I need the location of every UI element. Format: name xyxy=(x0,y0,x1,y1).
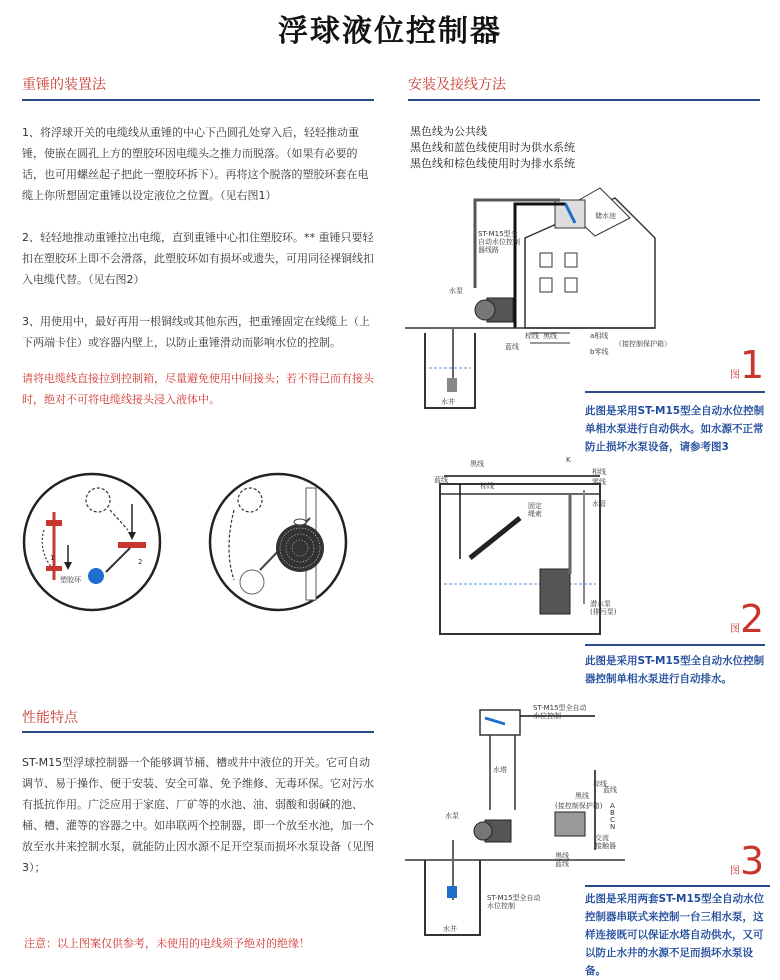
fig2-label-phase: 相线 xyxy=(592,468,606,476)
wiring-legend xyxy=(410,124,575,172)
fig2-label-brown: 棕线 xyxy=(480,482,494,490)
fig3-label-top: ST-M15型全自动 xyxy=(533,704,587,712)
section-divider xyxy=(22,731,374,733)
fig3-label-well: 水井 xyxy=(443,925,457,933)
fig3-label-C: C xyxy=(610,816,615,824)
features-text: ST-M15型浮球控制器一个能够调节桶、槽或井中液位的开关。它可自动调节、易于操作、便于安装、安全可靠、免予维修、无毒环保。它对污水有抵抗作用。广泛应用于家庭、厂矿等的水池、油、弱酸和弱碱的池、桶、槽、灌等的容器之中。如串联两个控制器，即一个放至水池，加一个放至水井来控制水泵，就能防止因水源不足开空泵而损坏水泵设备（见图3）； xyxy=(22,756,374,874)
figure-1-number: 图1 xyxy=(730,343,765,387)
fig3-label-pump: 水泵 xyxy=(445,812,459,820)
fig3-label-ac: 接触器 xyxy=(595,842,616,850)
fig3-label-top: 水位控制 xyxy=(533,712,561,720)
caption-divider xyxy=(585,644,765,646)
weight-step-1: 1、将浮球开关的电缆线从重锤的中心下凸圆孔处穿入后，轻轻推动重锤，使嵌在圆孔上方的塑胶环因电缆头之推力而脱落。（如果有必要的话，也可用螺丝起子把此一塑胶环拆下）。再将这个脱落的塑胶环套在电缆上你所想固定重锤以设定液位之位置。（见右图1） xyxy=(22,126,369,202)
weight-step-3: 3、用使用中，最好再用一根铜线或其他东西，把重锤固定在线缆上（上下两端卡住）或容器内壁上，以防止重锤滑动而影响水位的控制。 xyxy=(22,315,370,349)
fig3-label-black: 黑线 xyxy=(575,792,589,800)
wiring-line-common: 黑色线为公共线 xyxy=(410,125,487,138)
fig1-label-model: 器线路 xyxy=(478,246,499,254)
fig1-label-a: a相线 xyxy=(590,332,609,340)
figure-2-number: 图2 xyxy=(730,597,765,641)
fig3-label-tower: 水塔 xyxy=(493,766,507,774)
section-divider xyxy=(408,99,760,101)
figure-1-caption: 此图是采用ST-M15型全自动水位控制单相水泵进行自动供水。如水源不正常防止损坏水泵设备，请参考图3 xyxy=(585,405,765,453)
install-section-title: 安装及接线方法 xyxy=(408,77,506,93)
fig1-label-b: b零线 xyxy=(590,348,609,356)
fig1-label-well: 水井 xyxy=(441,398,455,406)
weight-install-illustration xyxy=(10,470,380,620)
fig2-label-blue: 蓝线 xyxy=(434,476,448,484)
features-section-title: 性能特点 xyxy=(22,710,78,726)
fig2-label-fix: 绳索 xyxy=(528,510,542,518)
caption-divider xyxy=(585,391,765,393)
fig1-label-box: （接控制保护箱） xyxy=(615,340,671,348)
fig3-label-bottom: ST-M15型全自动 xyxy=(487,894,541,902)
step-1-label: 1 xyxy=(50,554,55,562)
ring-label: 塑胶环 xyxy=(60,576,81,584)
fig3-label-brown: 棕线 xyxy=(593,780,607,788)
fig3-label-blue: 蓝线 xyxy=(603,786,617,794)
step-2-label: 2 xyxy=(138,558,143,566)
figure-2-drain-diagram xyxy=(420,454,620,644)
cable-warning: 请将电缆线直接拉到控制箱，尽量避免使用中间接头；若不得已而有接头时，绝对不可将电缆线接头浸入液体中。 xyxy=(22,372,374,406)
fig2-label-sub: 潜水泵 xyxy=(590,600,611,608)
fig3-label-blue: 蓝线 xyxy=(555,860,569,868)
weight-step-2: 2、轻轻地推动重锤拉出电缆，直到重锤中心扣住塑胶环。** 重锤只要轻扣在塑胶环上即不会滑落，此塑胶环如有损坏或遗失，可用同径裸铜线扣入电缆代替。（见右图2） xyxy=(22,231,374,286)
wiring-line-supply: 黑色线和蓝色线使用时为供水系统 xyxy=(410,141,575,154)
fig1-label-brown: 棕线 xyxy=(525,332,539,340)
figure-2-caption: 此图是采用ST-M15型全自动水位控制器控制单相水泵进行自动排水。 xyxy=(585,655,765,685)
section-divider xyxy=(22,99,374,101)
weight-section-title: 重锤的装置法 xyxy=(22,77,106,93)
fig3-label-N: N xyxy=(610,823,616,831)
fig1-label-blue: 蓝线 xyxy=(505,343,519,351)
fig2-label-pipe: 水管 xyxy=(592,500,606,508)
fig3-label-black: 黑线 xyxy=(555,852,569,860)
fig2-label-k: K xyxy=(566,456,571,464)
wiring-line-drain: 黑色线和棕色线使用时为排水系统 xyxy=(410,157,575,170)
fig2-label-black: 黑线 xyxy=(470,460,484,468)
fig1-label-tank: 储水池 xyxy=(595,212,616,220)
usage-note: 注意：以上图案仅供参考，未使用的电线须予绝对的绝缘！ xyxy=(24,937,310,950)
fig2-label-sub: (排污泵) xyxy=(590,608,617,616)
fig2-label-neutral: 零线 xyxy=(592,478,606,486)
fig1-label-model: ST-M15型全 xyxy=(478,230,518,238)
figure-1-supply-diagram xyxy=(405,178,705,418)
fig2-label-fix: 固定 xyxy=(528,502,542,510)
fig1-label-pump: 水泵 xyxy=(449,287,463,295)
fig3-label-A: A xyxy=(610,802,615,810)
fig3-label-bottom: 水位控制 xyxy=(487,902,515,910)
figure-3-number: 图3 xyxy=(730,839,765,883)
fig3-label-box: (接控制保护箱) xyxy=(555,802,603,810)
fig1-label-model: 自动水位控制 xyxy=(478,238,520,246)
page-title: 浮球液位控制器 xyxy=(278,14,502,49)
fig3-label-B: B xyxy=(610,809,615,817)
fig3-label-ac: 交流 xyxy=(595,834,609,842)
caption-divider xyxy=(585,885,770,887)
fig1-label-black: 黑线 xyxy=(543,332,557,340)
figure-3-caption: 此图是采用两套ST-M15型全自动水位控制器串联式来控制一台三相水泵，这样连接既可以保证水塔自动供水，又可以防止水井的水源不足而损坏水泵设备。 xyxy=(585,893,765,977)
